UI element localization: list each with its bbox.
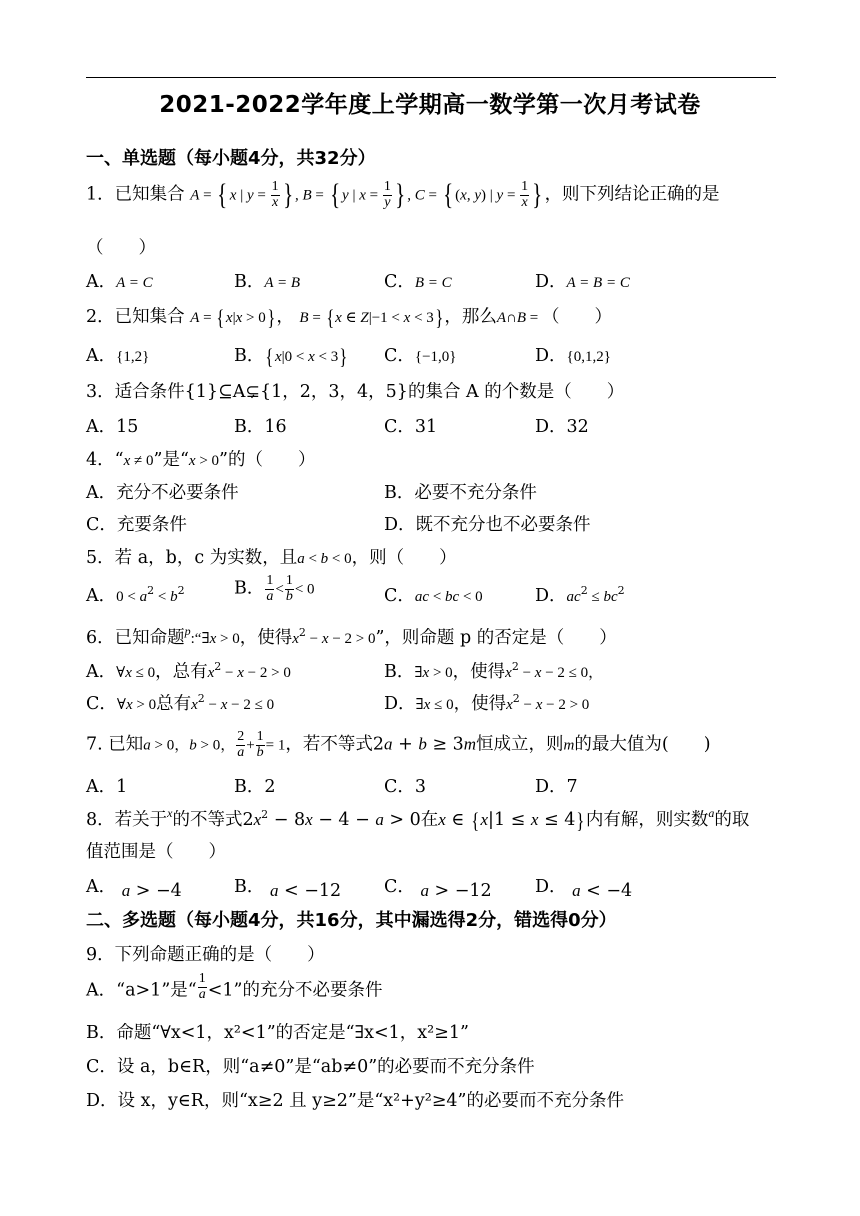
- q1-paren: （ ）: [86, 238, 156, 258]
- question-7: 7. 已知a > 0，b > 0， $\frac{2}{a}$ + $\frac{1}{b}$ = 1，若不等式2a + b ≥ 3m恒成立，则m的最大值为( ): [86, 729, 711, 760]
- q9-option-d: D．设 x，y∈R，则“x≥2 且 y≥2”是“x²+y²≥4”的必要而不充分条件: [86, 1091, 624, 1111]
- section-multi-choice: 二、多选题（每小题4分，共16分，其中漏选得2分，错选得0分）: [86, 910, 617, 931]
- q9-option-b: B．命题“∀x<1，x²<1”的否定是“∃x<1，x²≥1”: [86, 1023, 469, 1043]
- q8-line2: 值范围是（ ）: [86, 842, 226, 862]
- q9-option-c: C．设 a，b∈R，则“a≠0”是“ab≠0”的必要而不充分条件: [86, 1057, 535, 1077]
- page-title: 2021-2022学年度上学期高一数学第一次月考试卷: [159, 92, 701, 118]
- question-8: 8．若关于$^x$的不等式$2x^2 - 8x - 4 - a > 0$在x ∈ {x|1 ≤ x ≤ 4}内有解，则实数$^a$的取: [86, 806, 750, 833]
- question-5: 5．若 a，b，c 为实数，且a < b < 0，则（ ）: [86, 548, 457, 568]
- question-9: 9．下列命题正确的是（ ）: [86, 945, 325, 965]
- q9-option-a: A．“a>1”是“ $\frac{1}{a}$ <1”的充分不必要条件: [86, 971, 383, 1002]
- question-3: 3．适合条件{1}⊆A⊊{1，2，3，4，5}的集合 A 的个数是（ ）: [86, 382, 625, 402]
- question-2: 2．已知集合 A = {x|x > 0}， B = {x ∈ Z|−1 < x < 3}，那么A∩B = （ ）: [86, 304, 612, 330]
- section-single-choice: 一、单选题（每小题4分，共32分）: [86, 148, 376, 169]
- question-4: 4．“x ≠ 0”是“x > 0”的（ ）: [86, 450, 316, 470]
- question-6: 6．已知命题$^p$:“∃x > 0，使得$x^2 - x - 2 > 0$”，则命题 p 的否定是（ ）: [86, 624, 617, 648]
- top-rule: [86, 77, 776, 78]
- question-1: 1．已知集合 A = { x | y = $\frac{1}{x}$ } , B = { y | x = $\frac{1}{y}$ } , C = { (x, y) | y = $\frac{1}{x}$ } ，则下列结论正确的是: [86, 178, 720, 212]
